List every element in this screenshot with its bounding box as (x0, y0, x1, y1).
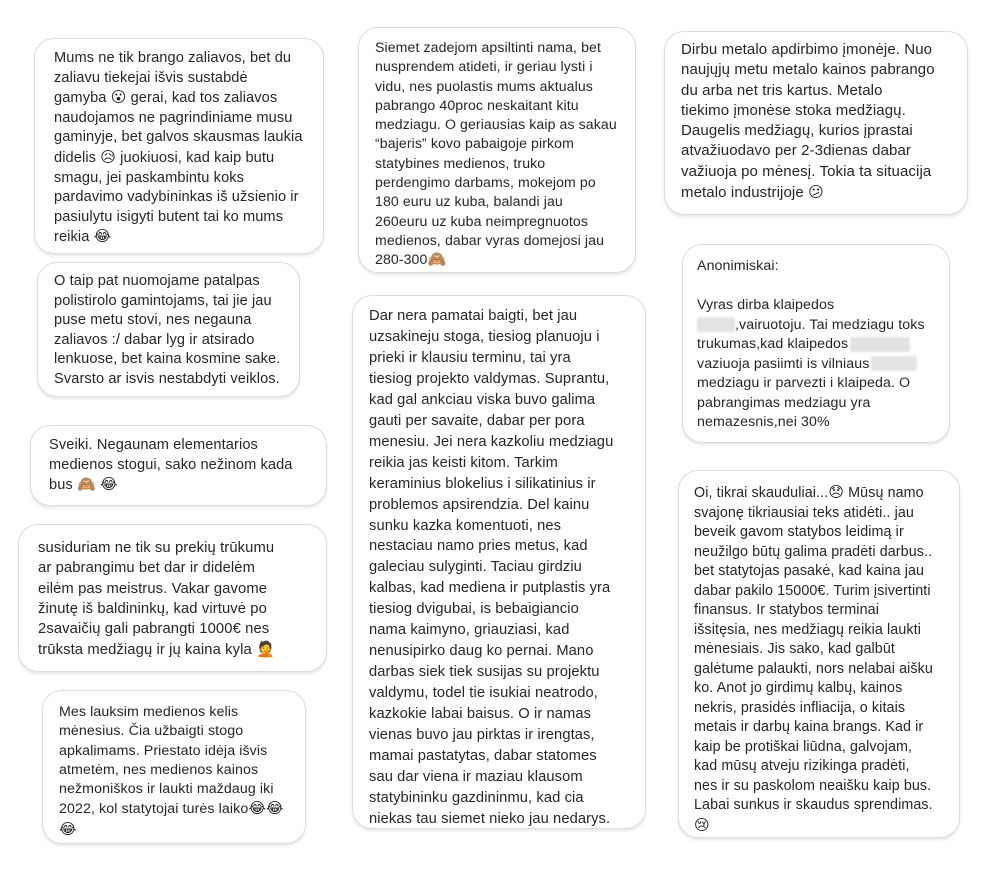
message-text: Mes lauksim medienos kelis mėnesius. Čia užbaigti stogo apkalimams. Priestato idėja išvis atmetėm, nes medienos kainos nežmoniškos ir laukti maždaug iki 2022, kol statytojai turės laiko (59, 704, 274, 818)
message-text: Oi, tikrai skauduliai... (694, 485, 829, 501)
message-text: Dirbu metalo apdirbimo įmonėje. Nuo naujųjų metu metalo kainos pabrango du arba net tris kartus. Metalo tiekimo įmonėse stoka medžiagų. Daugelis medžiagų, kurios įprastai atvažiuodavo per 2-3dienas dabar važiuoja po mėnesį. Tokia ta situacija metalo industrijoje (681, 41, 935, 202)
facepalm-emoji-icon: 🤦 (256, 640, 275, 659)
message-bubble-7 (352, 295, 646, 829)
tears-of-joy-emoji-icon: 😂 (99, 475, 118, 494)
crying-face-emoji-icon: 😢 (694, 815, 710, 834)
message-text: vaziuoja pasiimti is vilniaus (697, 355, 870, 372)
see-no-evil-monkey-emoji-icon: 🙈 (77, 475, 96, 494)
disappointed-face-emoji-icon: 😞 (828, 483, 845, 501)
tears-of-joy-emoji-icon: 😂😂 (248, 799, 284, 818)
tears-of-joy-emoji-icon: 😂 (59, 819, 77, 838)
message-bubble-8 (664, 31, 968, 215)
redacted-text (871, 356, 917, 371)
message-bubble-6 (358, 27, 636, 273)
message-text: Mums ne tik brango zaliavos, bet du zaliavu tiekejai išvis sustabdė gamyba (54, 50, 292, 107)
message-text: Vyras dirba klaipedos (697, 297, 835, 313)
message-text: ,vairuotoju. Tai medziagu toks (735, 316, 925, 333)
tears-of-joy-emoji-icon: 😂 (93, 227, 112, 246)
message-bubble-1 (34, 38, 324, 254)
see-no-evil-monkey-emoji-icon: 🙈 (427, 250, 447, 269)
message-bubble-9 (682, 244, 950, 443)
message-text: juokiuosi, kad kaip butu smagu, jei paskambintu koks pardavimo vadybininkas iš užsienio ir pasiulytu isigyti butent tai ko mums reikia (54, 149, 299, 246)
redacted-text (850, 337, 910, 352)
message-text: trukumas,kad klaipedos (697, 336, 849, 352)
message-text: Dar nera pamatai baigti, bet jau uzsakineju stoga, tiesiog planuoju i prieki ir klausiu terminu, tai yra tiesiog projekto valdymas. Suprantu, kad gal ankciau viska buvo galima gauti per savaite, dabar per pora menesiu. Jei nera kazkoliu medziagu reikia jas keisti kitom. Tarkim keraminius blokelius i silikatinius ir problemos apsirendzia. Del kainu sunku kazka komentuoti, nes nestaciau namo pries metus, kad galeciau sulyginti. Taciau girdziu kalbas, kad mediena ir putplastis yra tiesiog dvigubai, is bebaigiancio nama kaimyno, griauziasi, kad nenusipirko daug ko pernai. Mano darbas siek tiek susijas su projektu valdymu, todel tie isukiai neatrodo, kazkokie labai baisus. O ir namas vienas buvo jau pirktas ir irengtas, mamai pastatytas, dabar statomes sau dar viena ir maziau klausom statybininku gazdininmu, kad cia niekas tau siemet nieko jau nedarys. (369, 308, 614, 827)
message-bubble-2 (37, 262, 300, 397)
message-text: O taip pat nuomojame patalpas polistirolo gamintojams, tai jie jau puse metu stovi, nes negauna zaliavos :/ dabar lyg ir atsirado lenkuose, bet kaina kosmine sake. Svarsto ar isvis nestabdyti veiklos. (54, 273, 281, 387)
confused-face-emoji-icon: 😕 (808, 183, 824, 202)
message-bubble-10 (678, 470, 960, 838)
sad-relieved-face-emoji-icon: 😥 (100, 147, 116, 166)
message-text: Mūsų namo svajonę tikriausiai teks atidėti.. jau beveik gavom statybos leidimą ir neužilgo būtų galima pradėti darbus.. bet statytojas pasakė, kad kaina jau dabar pakilo 15000€. Turim įsivertinti finansus. Ir statybos terminai išsitęsia, nes medžiagų reikia laukti mėnesiais. Jis sako, kad galbūt galėtume palaukti, nors nelabai aišku ko. Anot jo girdimų kalbų, kainos nekris, prasidės infliacija, o kitais metais ir darbų kaina brangs. Kad ir kaip be protiškai liūdna, galvojam, kad mūsų atveju rizikinga pradėti, nes ir su paskolom neaišku kaip bus. Labai sunkus ir skaudus sprendimas. (694, 485, 933, 813)
message-text: Sveiki. Negaunam elementarios medienos stogui, sako nežinom kada bus (49, 437, 293, 494)
message-bubble-5 (42, 690, 306, 844)
message-text: susiduriam ne tik su prekių trūkumu ar pabrangimu bet dar ir didelėm eilėm pas meistrus. Vakar gavome žinutę iš baldininkų, kad virtuvė po 2savaičių gali pabrangti 1000€ nes trūksta medžiagų ir jų kaina kyla (38, 540, 275, 659)
message-bubble-3 (30, 425, 327, 506)
message-text: Siemet zadejom apsiltinti nama, bet nusprendem atideti, ir geriau lysti i vidu, nes puolastis mums aktualus pabrango 40proc neskaitant kitu medziagu. O geriausias kaip as sakau “bajeris” kovo pabaigoje pirkom statybines medienos, truko perdengimo darbams, mokejom po 180 euru uz kuba, balandi jau 260euru uz kuba neimpregnuotos medienos, dabar vyras domejosi jau 280-300 (375, 39, 617, 268)
message-heading: Anonimiskai: (697, 258, 779, 274)
message-text: medziagu ir parvezti i klaipeda. O pabrangimas medziagu yra nemazesnis,nei 30% (697, 375, 911, 430)
message-bubble-4 (18, 524, 327, 672)
redacted-text (697, 317, 735, 332)
surprised-face-emoji-icon: 😮 (110, 88, 127, 107)
message-text: gerai, kad tos zaliavos naudojamos ne pagrindiniame musu gaminyje, bet galvos skausmas laukia didelis (54, 90, 303, 166)
